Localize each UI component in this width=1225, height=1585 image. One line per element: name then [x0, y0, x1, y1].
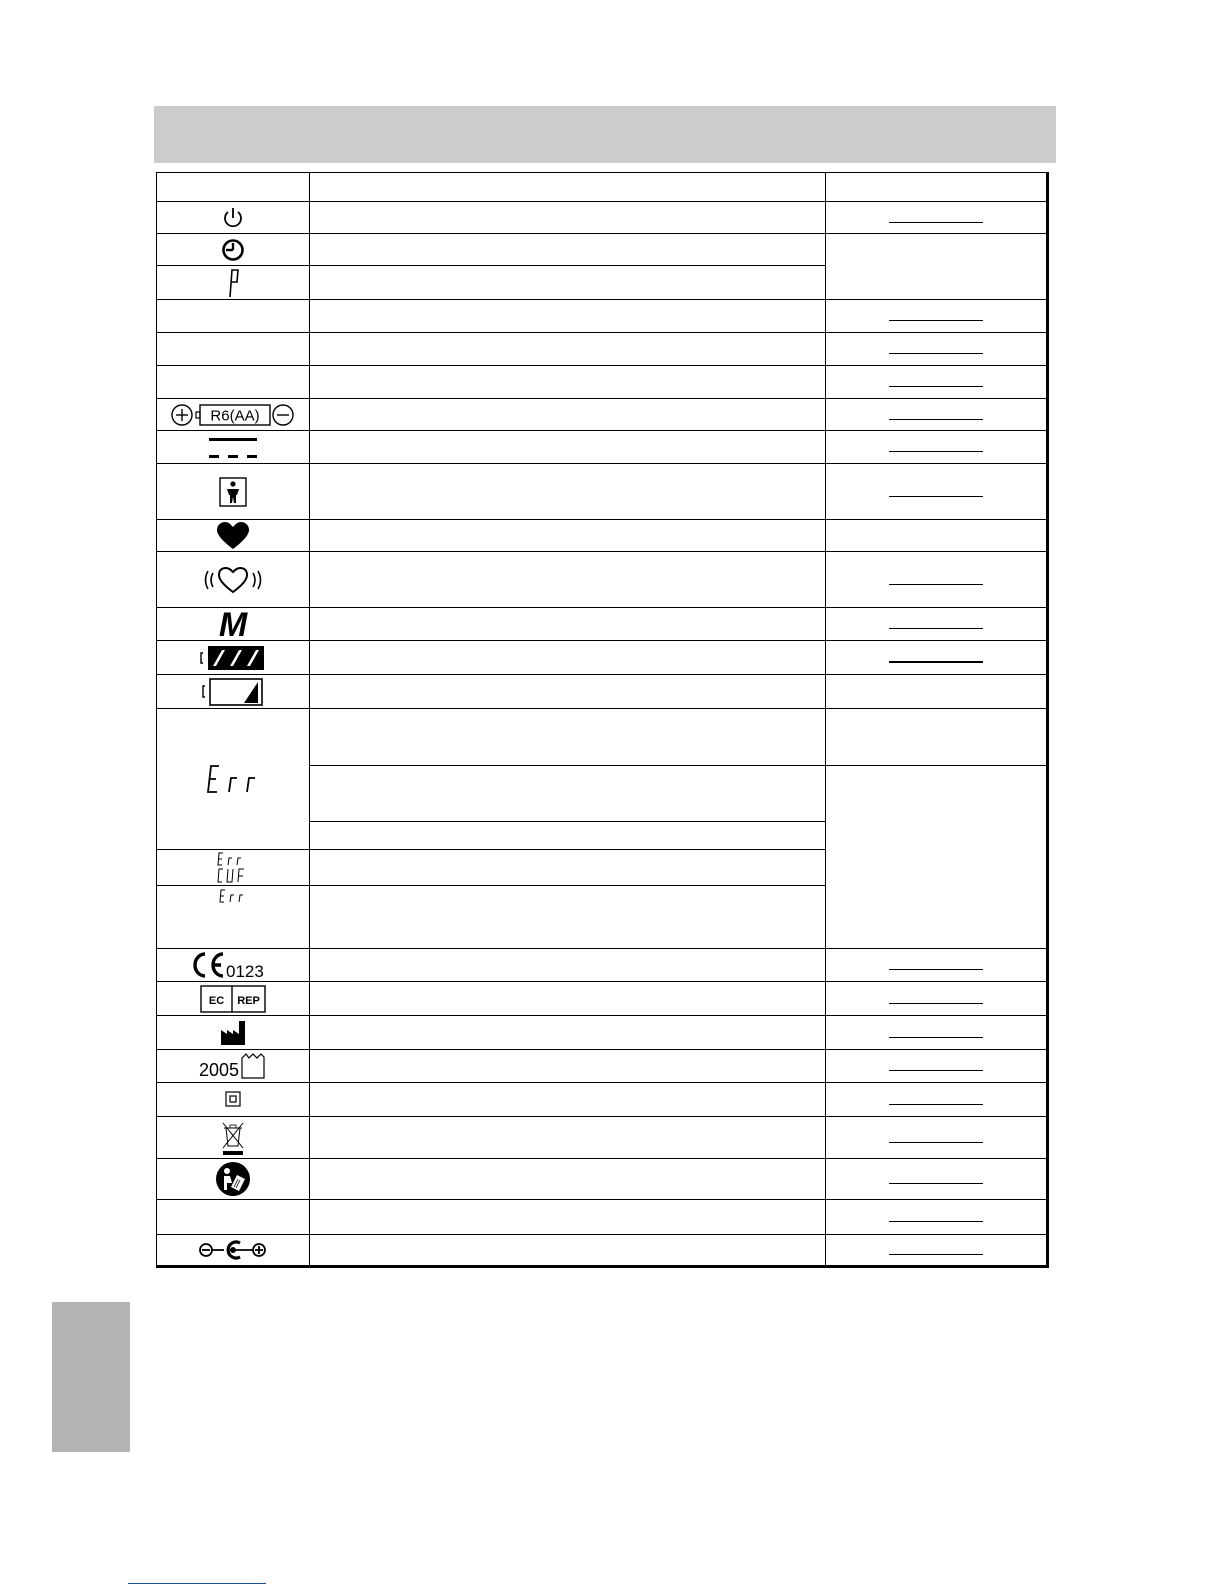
power-icon — [222, 206, 244, 230]
table-row — [157, 1117, 1048, 1159]
table-row — [157, 552, 1048, 608]
table-row — [157, 641, 1048, 675]
table-row — [157, 399, 1048, 431]
table-row — [157, 675, 1048, 709]
reference-line — [889, 320, 983, 321]
clock-icon — [221, 238, 245, 262]
table-row — [157, 1050, 1048, 1083]
memory-icon — [213, 609, 253, 639]
manufacture-year: 2005 — [199, 1060, 240, 1080]
reference-line — [889, 1104, 983, 1105]
table-row — [157, 1083, 1048, 1117]
side-tab — [52, 1302, 130, 1452]
p-mode-icon — [226, 267, 240, 299]
table-row — [157, 1200, 1048, 1235]
header-cell-function — [310, 173, 826, 202]
reference-line — [889, 584, 983, 585]
heart-icon — [216, 522, 250, 550]
class-ii-icon — [225, 1091, 241, 1107]
weee-bin-icon — [220, 1120, 246, 1156]
reference-line — [889, 419, 983, 420]
header-cell-symbol — [157, 173, 310, 202]
reference-line — [889, 661, 983, 663]
battery-full-icon — [200, 644, 266, 672]
dc-polarity-icon — [198, 1239, 268, 1261]
irregular-heartbeat-icon — [202, 565, 264, 595]
table-row — [157, 949, 1048, 982]
err-display-icon — [205, 762, 261, 796]
reference-line — [889, 1037, 983, 1038]
table-row — [157, 333, 1048, 366]
reference-line — [889, 353, 983, 354]
read-manual-icon — [215, 1161, 251, 1197]
reference-line — [889, 496, 983, 497]
table-row — [157, 1016, 1048, 1050]
reference-line — [889, 969, 983, 970]
reference-line — [889, 1183, 983, 1184]
manufacture-date-icon — [199, 1052, 267, 1080]
reference-line — [889, 451, 983, 452]
table-row — [157, 608, 1048, 641]
reference-line — [889, 1221, 983, 1222]
table-row — [157, 464, 1048, 520]
reference-line — [889, 628, 983, 629]
battery-r6-icon — [170, 402, 296, 428]
reference-line — [889, 1254, 983, 1255]
table-row — [157, 300, 1048, 333]
direct-current-icon — [208, 434, 258, 460]
manufacturer-icon — [220, 1020, 246, 1046]
reference-line — [889, 1142, 983, 1143]
battery-low-icon — [200, 677, 266, 707]
rep-label: REP — [237, 994, 260, 1007]
footer-rule — [128, 1583, 266, 1584]
table-row — [157, 520, 1048, 552]
ce-mark-icon — [190, 951, 276, 979]
reference-line — [889, 386, 983, 387]
err-cuf-display-icon — [216, 851, 250, 885]
err-small-display-icon — [218, 888, 248, 904]
header-cell-reference — [826, 173, 1048, 202]
type-bf-applied-part-icon — [219, 477, 247, 507]
section-header-band — [154, 106, 1056, 163]
battery-type-label: R6(AA) — [210, 407, 260, 424]
table-header-row — [157, 173, 1048, 202]
memory-glyph: M — [218, 609, 248, 639]
symbol-table — [156, 172, 1049, 1268]
table-row — [157, 1159, 1048, 1200]
table-row — [157, 982, 1048, 1016]
table-row — [157, 1235, 1048, 1267]
reference-line — [889, 1070, 983, 1071]
table-row — [157, 709, 1048, 766]
reference-line — [889, 222, 983, 223]
ec-label: EC — [208, 994, 225, 1007]
ce-notified-body-number: 0123 — [226, 962, 264, 979]
ec-rep-icon — [200, 985, 266, 1013]
reference-line — [889, 1003, 983, 1004]
table-row — [157, 366, 1048, 399]
table-row — [157, 234, 1048, 266]
table-row — [157, 202, 1048, 234]
table-row — [157, 431, 1048, 464]
